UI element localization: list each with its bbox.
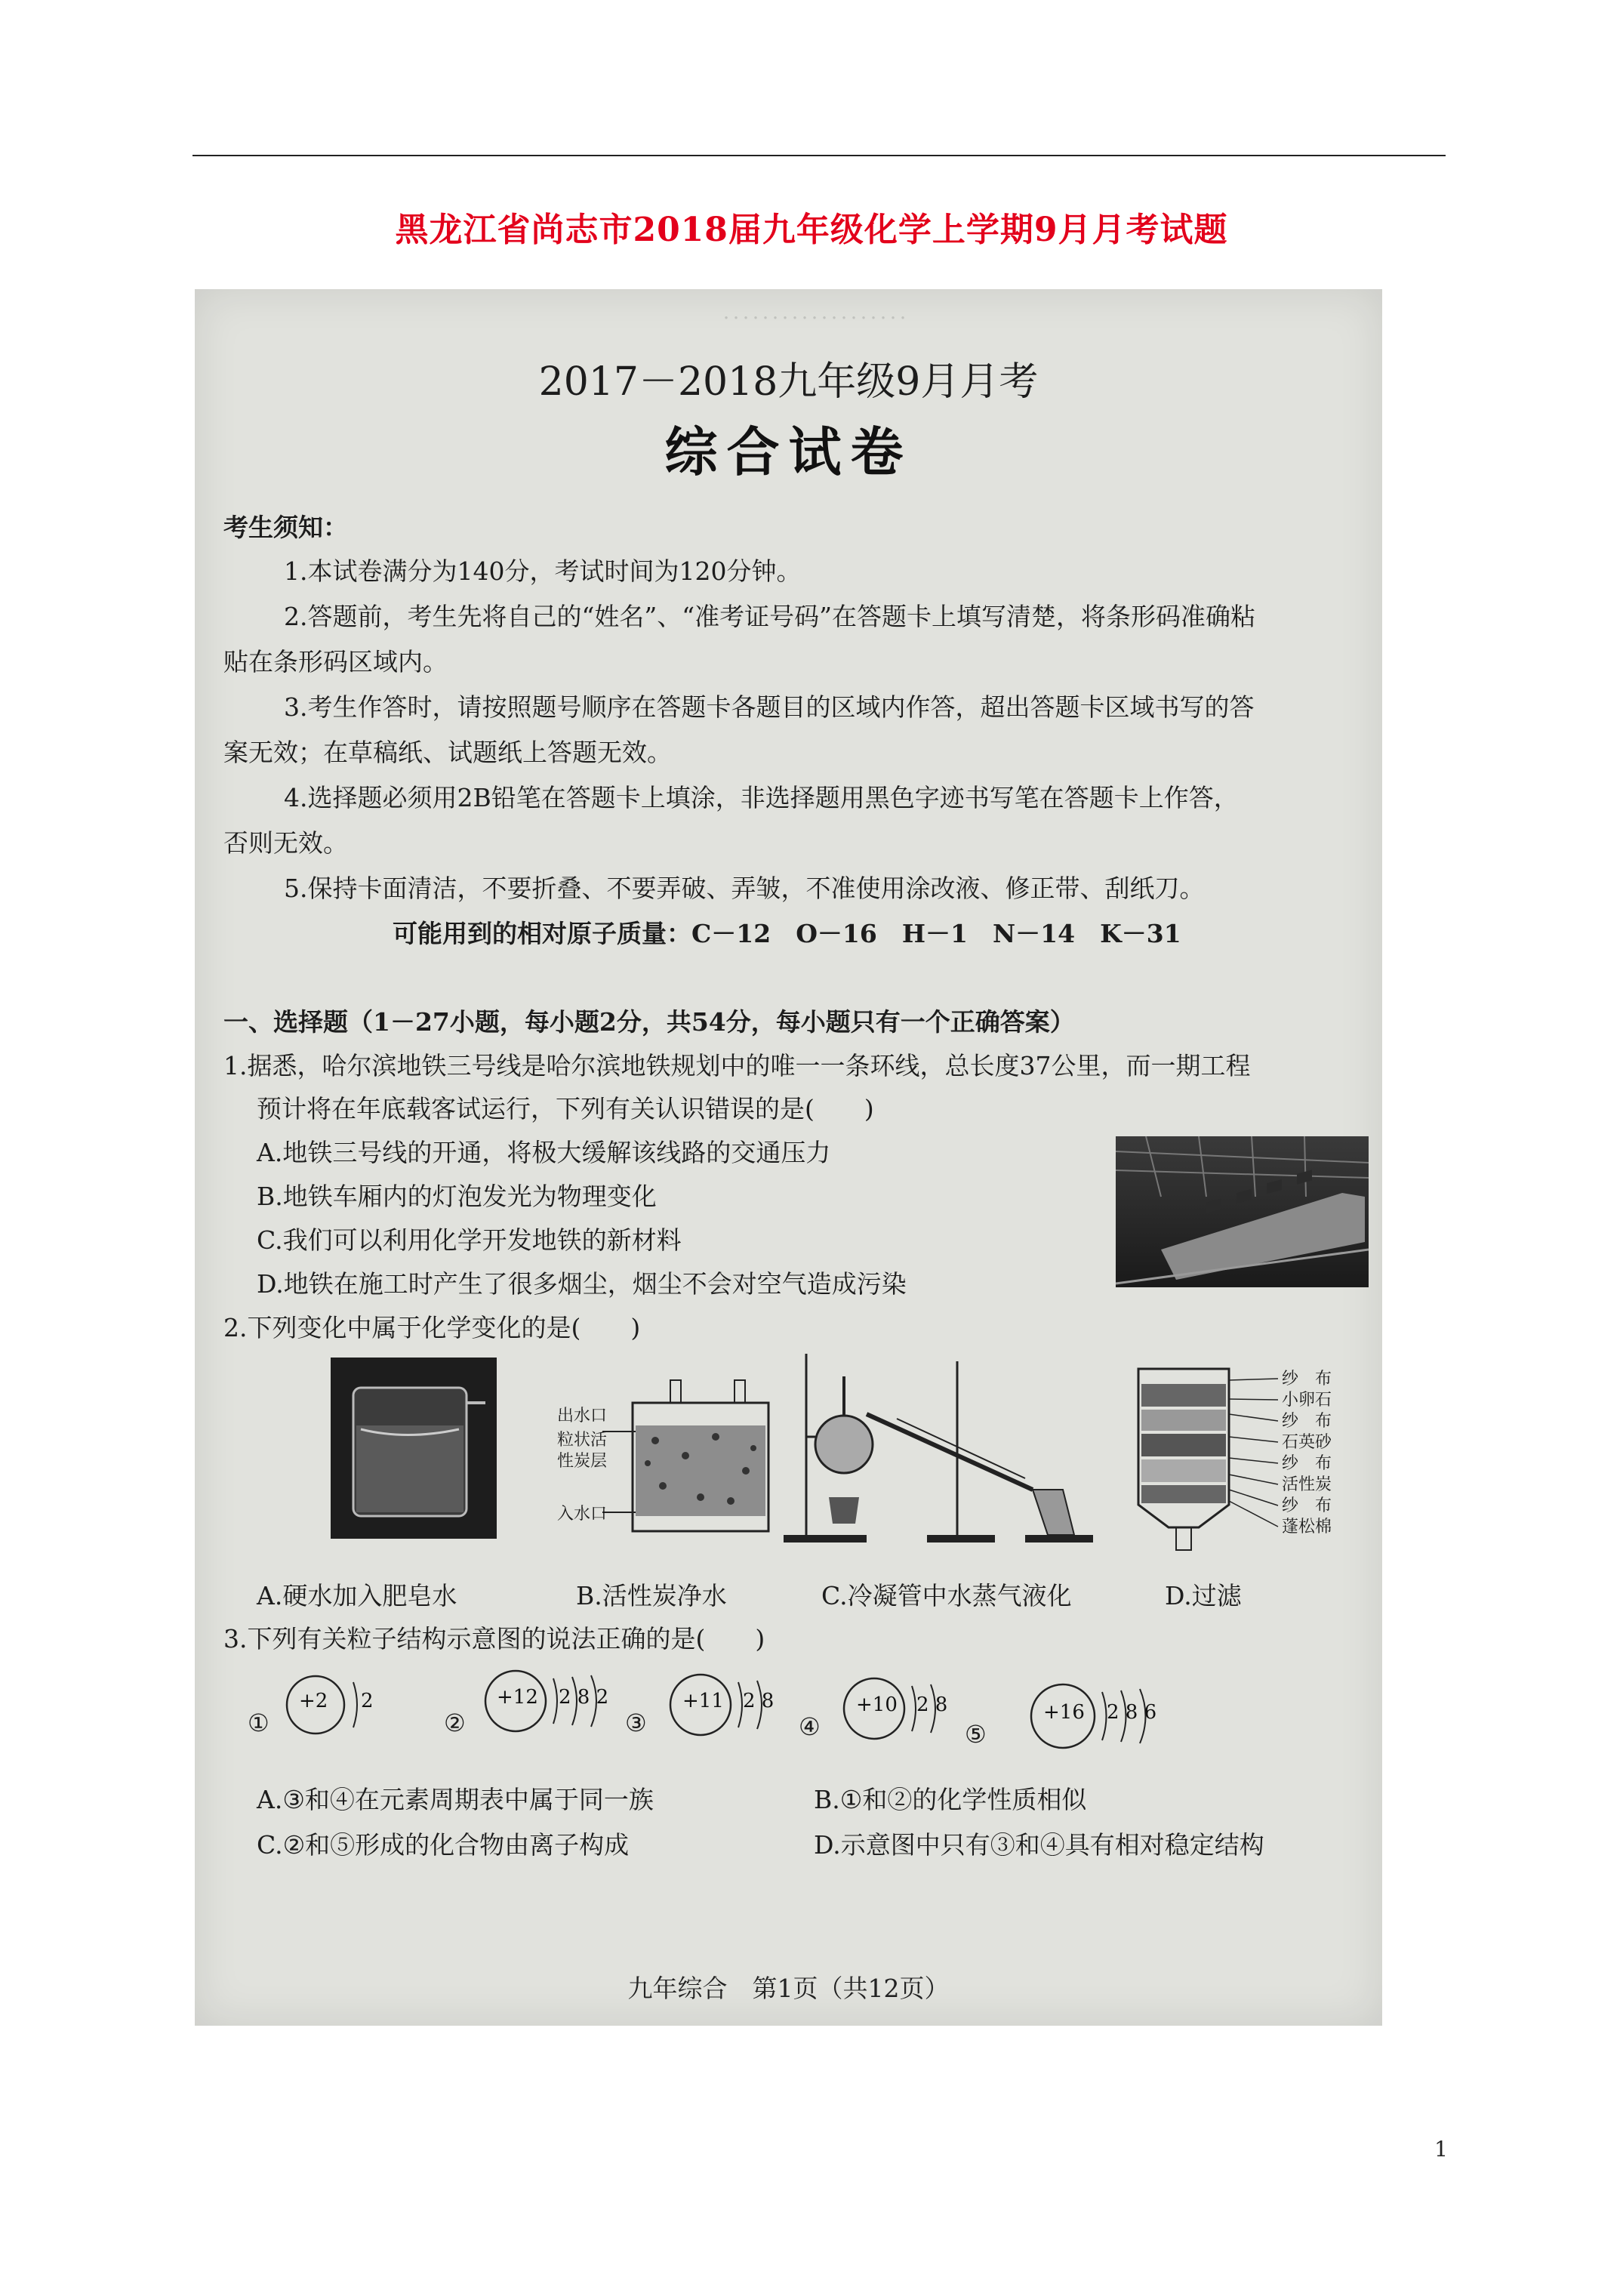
q1-stem-line1: 1.据悉，哈尔滨地铁三号线是哈尔滨地铁规划中的唯一一条环线，总长度37公里，而一期工程	[223, 1051, 1251, 1080]
notice-1: 1.本试卷满分为140分，考试时间为120分钟。	[284, 556, 802, 586]
fig-d-label-5: 纱 布	[1282, 1454, 1332, 1473]
q2-option-a: A.硬水加入肥皂水	[257, 1581, 457, 1610]
atom-3-shells: 2 8	[743, 1690, 775, 1712]
figure-c-distillation	[784, 1346, 1101, 1558]
notice-3-cont: 案无效；在草稿纸、试题纸上答题无效。	[223, 738, 672, 767]
notice-2: 2.答题前，考生先将自己的“姓名”、“准考证号码”在答题卡上填写清楚，将条形码准确粘	[284, 602, 1255, 631]
fig-d-label-1: 纱 布	[1282, 1370, 1332, 1388]
atomic-masses: 可能用到的相对原子质量：C－12 O－16 H－1 N－14 K－31	[393, 919, 1181, 948]
figure-d-filter	[1123, 1354, 1365, 1558]
q3-stem: 3.下列有关粒子结构示意图的说法正确的是( )	[223, 1624, 765, 1653]
fig-d-label-3: 纱 布	[1282, 1412, 1332, 1431]
q3-option-c: C.②和⑤形成的化合物由离子构成	[257, 1830, 630, 1860]
fig-b-label-inlet: 入水口	[557, 1505, 608, 1524]
notice-2-cont: 贴在条形码区域内。	[223, 647, 448, 676]
atom-4-nucleus: +10	[856, 1693, 898, 1716]
fig-d-label-4: 石英砂	[1282, 1433, 1332, 1452]
section-1-heading: 一、选择题（1－27小题，每小题2分，共54分，每小题只有一个正确答案）	[223, 1007, 1075, 1037]
notice-3: 3.考生作答时，请按照题号顺序在答题卡各题目的区域内作答，超出答题卡区域书写的答	[284, 692, 1255, 722]
q1-option-c: C.我们可以利用化学开发地铁的新材料	[257, 1225, 682, 1255]
atom-5-label: ⑤	[965, 1720, 987, 1749]
q3-option-a: A.③和④在元素周期表中属于同一族	[257, 1785, 654, 1814]
notice-5: 5.保持卡面清洁，不要折叠、不要弄破、弄皱，不准使用涂改液、修正带、刮纸刀。	[284, 874, 1205, 903]
atom-4-label: ④	[799, 1712, 821, 1741]
notice-title: 考生须知：	[223, 513, 348, 542]
atom-1-nucleus: +2	[299, 1690, 328, 1712]
atom-diagram-2	[444, 1663, 640, 1746]
atom-5-shells: 2 8 6	[1107, 1701, 1157, 1724]
page-number: 1	[1434, 2137, 1448, 2162]
atom-3-nucleus: +11	[682, 1690, 724, 1712]
exam-footer: 九年综合 第1页（共12页）	[627, 1974, 950, 2003]
atom-5-nucleus: +16	[1043, 1701, 1085, 1724]
atom-2-nucleus: +12	[497, 1686, 538, 1709]
exam-title: 综合试卷	[664, 421, 913, 483]
show-through-text: ．．．．．．．．．．．．．．．．．．．	[723, 301, 920, 324]
notice-4: 4.选择题必须用2B铅笔在答题卡上填涂，非选择题用黑色字迹书写笔在答题卡上作答，	[284, 783, 1239, 812]
fig-b-label-granular: 粒状活	[557, 1431, 608, 1450]
q1-option-d: D.地铁在施工时产生了很多烟尘，烟尘不会对空气造成污染	[257, 1269, 907, 1299]
fig-d-label-2: 小卵石	[1282, 1391, 1332, 1410]
atom-1-shells: 2	[361, 1690, 374, 1712]
q1-option-b: B.地铁车厢内的灯泡发光为物理变化	[257, 1182, 657, 1211]
atom-2-label: ②	[444, 1709, 466, 1737]
q3-option-b: B.①和②的化学性质相似	[814, 1785, 1087, 1814]
q2-stem: 2.下列变化中属于化学变化的是( )	[223, 1313, 641, 1342]
document-title: 黑龙江省尚志市2018届九年级化学上学期9月月考试题	[395, 211, 1228, 249]
fig-b-label-carbon-layer: 性炭层	[557, 1452, 608, 1471]
fig-d-label-8: 蓬松棉	[1282, 1518, 1332, 1536]
atom-2-shells: 2 8 2	[559, 1686, 609, 1709]
q2-option-b: B.活性炭净水	[576, 1581, 727, 1610]
q2-option-c: C.冷凝管中水蒸气液化	[821, 1581, 1072, 1610]
q1-stem-line2: 预计将在年底载客试运行，下列有关认识错误的是( )	[257, 1094, 874, 1123]
q1-option-a: A.地铁三号线的开通，将极大缓解该线路的交通压力	[257, 1138, 831, 1167]
fig-d-label-7: 纱 布	[1282, 1496, 1332, 1515]
atom-diagram-5	[965, 1678, 1206, 1761]
atom-diagram-3	[625, 1667, 806, 1750]
atom-4-shells: 2 8	[916, 1693, 948, 1716]
figure-b-carbon-filter	[557, 1358, 776, 1554]
atom-diagram-1	[248, 1667, 399, 1750]
exam-photo	[195, 289, 1382, 2026]
atom-3-label: ③	[625, 1709, 647, 1737]
fig-b-label-outlet: 出水口	[557, 1407, 608, 1425]
exam-header: 2017－2018九年级9月月考	[538, 359, 1039, 405]
q2-option-d: D.过滤	[1165, 1581, 1242, 1610]
notice-4-cont: 否则无效。	[223, 828, 348, 858]
atom-1-label: ①	[248, 1709, 269, 1737]
fig-d-label-6: 活性炭	[1282, 1475, 1332, 1494]
figure-a-beaker	[331, 1358, 497, 1539]
subway-photo	[1116, 1136, 1369, 1287]
q3-option-d: D.示意图中只有③和④具有相对稳定结构	[814, 1830, 1264, 1860]
atom-diagram-4	[799, 1671, 980, 1754]
header-rule	[192, 155, 1446, 156]
